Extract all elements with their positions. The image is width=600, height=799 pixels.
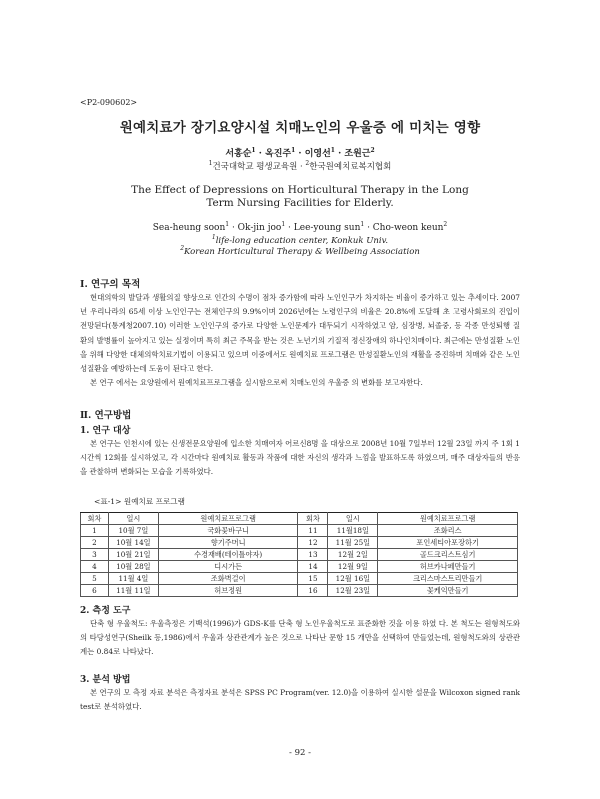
table-cell: 11월 4일 bbox=[108, 573, 158, 585]
table-cell: 3 bbox=[81, 549, 109, 561]
section-heading-method: Ⅱ. 연구방법 bbox=[80, 410, 132, 421]
column-header: 원예치료프로그램 bbox=[378, 513, 518, 525]
table-cell: 크리스마스트리만들기 bbox=[378, 573, 518, 585]
table-cell: 11 bbox=[298, 525, 328, 537]
affiliation-mark: 1 bbox=[251, 147, 256, 154]
authors-korean bbox=[0, 146, 600, 159]
table-caption: <표-1> 원예치료 프로그램 bbox=[94, 497, 185, 506]
table-cell: 13 bbox=[298, 549, 328, 561]
affiliation: 건국대학교 평생교육원 bbox=[212, 162, 298, 172]
affiliation: life-long education center, Konkuk Univ. bbox=[215, 236, 389, 246]
table-row bbox=[81, 585, 518, 597]
table-cell: 수경재배(테이틀야자) bbox=[158, 549, 298, 561]
paragraph-purpose: 현대의학의 발달과 생활의질 향상으로 인간의 수명이 점차 증가함에 따라 노인인구가 차지하는 비율이 증가하고 있는 추세이다. 2007년 우리나라의 65세 이상 노인인구는 전체인구의 9.9%이며 2026년에는 노령인구의 비율은 20.8%에 도달해 초 고령사회로의 진입이 전망된다(통계청2007.10) 이러한 노인인구의 증가로 다양한 노인문제가 대두되기 시작하였고 암, 심장병, 뇌졸중, 등 각종 만성퇴행 질환의 발병률이 높아지고 있는 실정이며 특히 최근 주목을 받는 것은 노년기의 기질적 정신장애의 하나인치매이다. 최근에는 만성질환 노인을 위해 다양한 대체의학치료기법이 이용되고 있으며 이중에서도 원예치료 프로그램은 만성질환노인의 재활을 증진하며 치매와 같은 노인성질환을 예방하는데 도움이 된다고 한다. bbox=[80, 293, 520, 374]
author-separator: · bbox=[334, 149, 345, 159]
affiliation-mark: 1 bbox=[360, 221, 365, 228]
affiliation-mark: 2 bbox=[305, 160, 310, 168]
page-number: - 92 - bbox=[289, 748, 311, 758]
subsection-heading-analysis: 3. 분석 방법 bbox=[80, 675, 131, 685]
table-cell: 조화리스 bbox=[378, 525, 518, 537]
paragraph-analysis: 본 연구의 모 측정 자료 분석은 측정자료 분석은 SPSS PC Program(ver. 12.0)을 이용하여 실시한 설문을 Wilcoxon signed rank test로 분석하였다. bbox=[80, 688, 520, 712]
section-heading-purpose: Ⅰ. 연구의 목적 bbox=[80, 279, 141, 290]
author-name: Cho-weon keun bbox=[372, 223, 444, 233]
affiliation-line bbox=[0, 236, 600, 247]
table-cell: 골드크리스트심기 bbox=[378, 549, 518, 561]
table-cell: 5 bbox=[81, 573, 109, 585]
table-cell: 14 bbox=[298, 561, 328, 573]
table-cell: 15 bbox=[298, 573, 328, 585]
table-cell: 향기주머니 bbox=[158, 537, 298, 549]
table-header-row bbox=[81, 513, 518, 525]
paper-title-english bbox=[0, 184, 600, 210]
table-cell: 12월 16일 bbox=[328, 573, 378, 585]
affiliation-mark: 1 bbox=[211, 234, 216, 242]
title-line: The Effect of Depressions on Horticultural Therapy in the Long bbox=[131, 184, 469, 196]
affiliation-line bbox=[0, 247, 600, 258]
affiliation-mark: 1 bbox=[291, 147, 296, 154]
table-cell: 11월 25일 bbox=[328, 537, 378, 549]
table-row bbox=[81, 537, 518, 549]
author-name: Ok-jin joo bbox=[237, 223, 282, 233]
affiliation-mark: 1 bbox=[225, 221, 230, 228]
column-header: 일시 bbox=[108, 513, 158, 525]
affiliation: Korean Horticultural Therapy & Wellbeing Association bbox=[184, 247, 420, 257]
table-cell: 포인세티아포장하기 bbox=[378, 537, 518, 549]
table-cell: 12월 9일 bbox=[328, 561, 378, 573]
affiliation-separator: · bbox=[297, 162, 306, 172]
table-cell: 2 bbox=[81, 537, 109, 549]
table-cell: 6 bbox=[81, 585, 109, 597]
affiliation-mark: 2 bbox=[180, 245, 185, 253]
table-cell: 디시가든 bbox=[158, 561, 298, 573]
title-line: Term Nursing Facilities for Elderly. bbox=[206, 197, 394, 209]
author-name: 이영선 bbox=[304, 149, 331, 159]
affiliation: 한국원예치료복지협회 bbox=[309, 162, 392, 172]
table-cell: 10월 14일 bbox=[108, 537, 158, 549]
column-header: 일시 bbox=[328, 513, 378, 525]
table-cell: 조화벽걸이 bbox=[158, 573, 298, 585]
paragraph-purpose-goal: 본 연구 에서는 요양원에서 원예치료프로그램을 실시함으로써 치매노인의 우울증 의 변화를 보고자한다. bbox=[90, 378, 423, 387]
affiliation-mark: 1 bbox=[330, 147, 335, 154]
column-header: 회차 bbox=[298, 513, 328, 525]
table-cell: 12월 23일 bbox=[328, 585, 378, 597]
author-name: 서홍순 bbox=[225, 149, 252, 159]
program-table bbox=[80, 512, 518, 597]
author-separator: · bbox=[285, 223, 294, 233]
author-name: Sea-heung soon bbox=[152, 223, 226, 233]
author-name: 조원근 bbox=[344, 149, 371, 159]
table-cell: 1 bbox=[81, 525, 109, 537]
paper-title-korean: 원예치료가 장기요양시설 치매노인의 우울증 에 미치는 영향 bbox=[119, 120, 481, 136]
affiliations-korean bbox=[0, 160, 600, 172]
table-cell: 10월 7일 bbox=[108, 525, 158, 537]
table-cell: 16 bbox=[298, 585, 328, 597]
table-cell: 11월 11일 bbox=[108, 585, 158, 597]
affiliation-mark: 2 bbox=[443, 221, 448, 228]
table-row bbox=[81, 561, 518, 573]
table-row bbox=[81, 549, 518, 561]
table-cell: 꽃케익만들기 bbox=[378, 585, 518, 597]
affiliations-english bbox=[0, 236, 600, 258]
table-cell: 국화꽃바구니 bbox=[158, 525, 298, 537]
table-row bbox=[81, 573, 518, 585]
affiliation-mark: 1 bbox=[281, 221, 286, 228]
table-cell: 11월18일 bbox=[328, 525, 378, 537]
column-header: 회차 bbox=[81, 513, 109, 525]
author-separator: · bbox=[364, 223, 373, 233]
author-separator: · bbox=[255, 149, 266, 159]
affiliation-mark: 2 bbox=[370, 147, 375, 154]
subsection-heading-instrument: 2. 측정 도구 bbox=[80, 606, 131, 616]
paper-code: <P2-090602> bbox=[80, 98, 138, 107]
table-cell: 10월 21일 bbox=[108, 549, 158, 561]
paragraph-subjects: 본 연구는 인천시에 있는 신생전문요양원에 입소한 치매여자 어르신8명 을 대상으로 2008년 10월 7일부터 12월 23일 까지 주 1회 1시간씩 12회를 실시하였고, 각 시간마다 원예치료 활동과 작품에 대한 자신의 생각과 느낌을 발표하도록 하였으며, 매주 대상자들의 반응을 관찰하며 변화되는 모습을 기록하였다. bbox=[80, 439, 520, 477]
table-cell: 허브카나페만들기 bbox=[378, 561, 518, 573]
affiliation-mark: 1 bbox=[208, 160, 213, 168]
column-header: 원예치료프로그램 bbox=[158, 513, 298, 525]
author-name: Lee-young sun bbox=[293, 223, 361, 233]
table-cell: 4 bbox=[81, 561, 109, 573]
table-cell: 12월 2일 bbox=[328, 549, 378, 561]
paragraph-instrument: 단축 형 우울척도: 우울측정은 기백석(1996)가 GDS-K를 단축 형 노인우울척도로 표준화한 것을 이용 하였 다. 본 척도는 원형척도와의 타당성연구(Sheilk 등,1986)에서 우울과 상관관계가 높은 것으로 나타난 문항 15 개만을 선택하여 만들었는데, 원형척도와의 상관관계는 0.84로 나타났다. bbox=[80, 619, 520, 657]
table-cell: 허브정원 bbox=[158, 585, 298, 597]
table-cell: 12 bbox=[298, 537, 328, 549]
table-row bbox=[81, 525, 518, 537]
author-separator: · bbox=[295, 149, 305, 159]
author-name: 옥진주 bbox=[265, 149, 292, 159]
subsection-heading-subjects: 1. 연구 대상 bbox=[80, 426, 131, 436]
author-separator: · bbox=[229, 223, 238, 233]
authors-english bbox=[0, 223, 600, 233]
table-cell: 10월 28일 bbox=[108, 561, 158, 573]
